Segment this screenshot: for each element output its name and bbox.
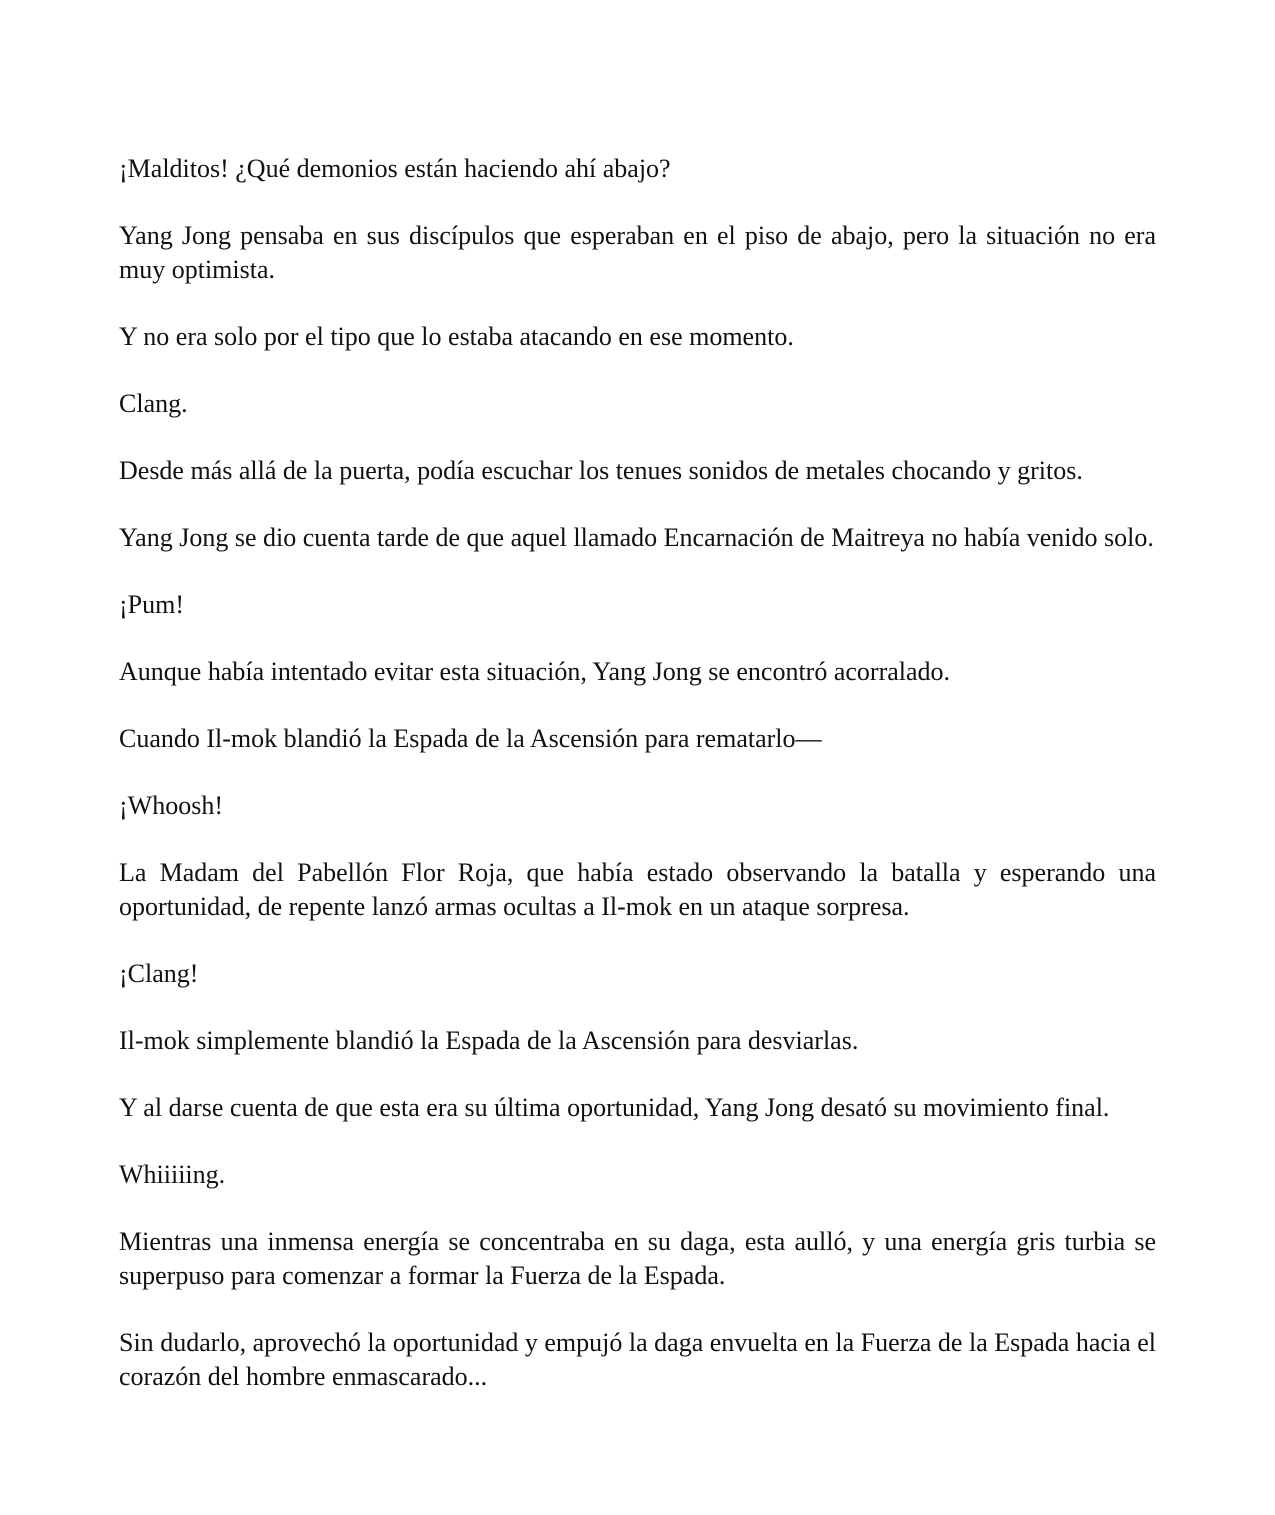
paragraph: Y al darse cuenta de que esta era su última oportunidad, Yang Jong desató su movimiento final. bbox=[119, 1093, 1110, 1122]
document-page bbox=[119, 152, 1156, 1427]
paragraph: ¡Pum! bbox=[119, 590, 184, 619]
paragraph: Clang. bbox=[119, 389, 188, 418]
paragraph: ¡Whoosh! bbox=[119, 791, 223, 820]
paragraph: Y no era solo por el tipo que lo estaba atacando en ese momento. bbox=[119, 322, 794, 351]
paragraph: Whiiiiing. bbox=[119, 1160, 226, 1189]
paragraph: ¡Malditos! ¿Qué demonios están haciendo ahí abajo? bbox=[119, 154, 671, 183]
paragraph: Aunque había intentado evitar esta situación, Yang Jong se encontró acorralado. bbox=[119, 657, 951, 686]
paragraph: Desde más allá de la puerta, podía escuchar los tenues sonidos de metales chocando y gritos. bbox=[119, 456, 1083, 485]
paragraph: Cuando Il-mok blandió la Espada de la Ascensión para rematarlo— bbox=[119, 724, 822, 753]
paragraph: Yang Jong se dio cuenta tarde de que aquel llamado Encarnación de Maitreya no había venido solo. bbox=[119, 523, 1154, 552]
paragraph: ¡Clang! bbox=[119, 959, 199, 988]
paragraph: La Madam del Pabellón Flor Roja, que había estado observando la batalla y esperando una oportunidad, de repente lanzó armas ocultas a Il-mok en un ataque sorpresa. bbox=[119, 858, 1156, 921]
paragraph: Mientras una inmensa energía se concentraba en su daga, esta aulló, y una energía gris turbia se superpuso para comenzar a formar la Fuerza de la Espada. bbox=[119, 1227, 1156, 1290]
paragraph: Yang Jong pensaba en sus discípulos que esperaban en el piso de abajo, pero la situación no era muy optimista. bbox=[119, 221, 1156, 284]
paragraph: Sin dudarlo, aprovechó la oportunidad y empujó la daga envuelta en la Fuerza de la Espada hacia el corazón del hombre enmascarado... bbox=[119, 1328, 1156, 1391]
paragraph: Il-mok simplemente blandió la Espada de la Ascensión para desviarlas. bbox=[119, 1026, 859, 1055]
